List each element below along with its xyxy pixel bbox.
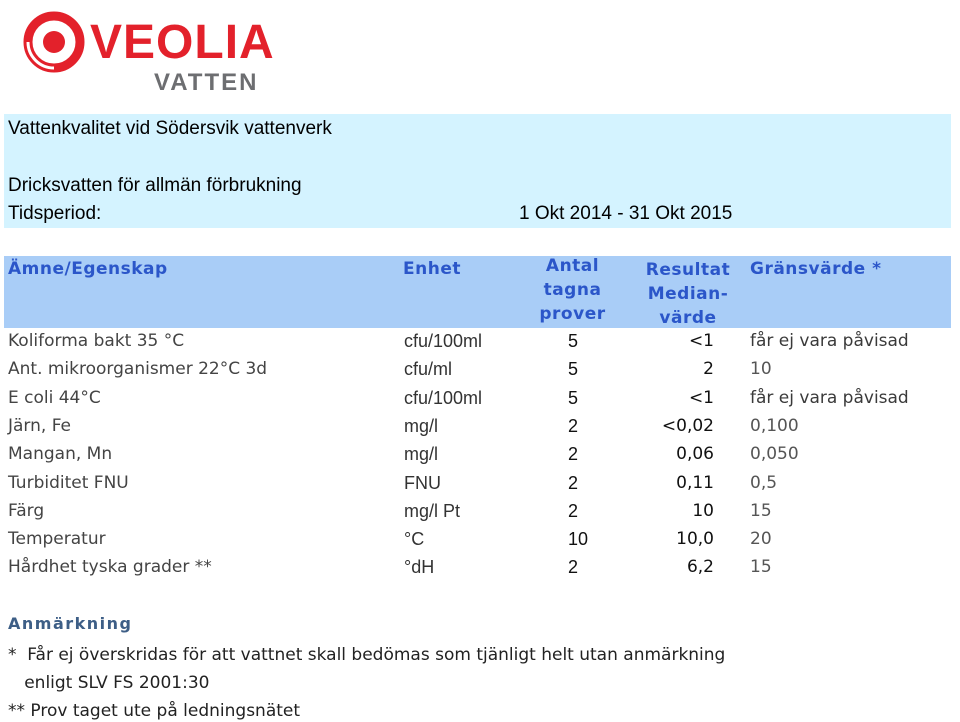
page-subtitle: Dricksvatten för allmän förbrukning bbox=[8, 175, 302, 196]
cell-unit: °C bbox=[404, 529, 425, 550]
cell-unit: mg/l bbox=[404, 444, 439, 465]
cell-count: 2 bbox=[568, 444, 579, 465]
cell-unit: mg/l bbox=[404, 415, 439, 436]
table-row bbox=[0, 331, 960, 359]
svg-text:VEOLIA: VEOLIA bbox=[90, 16, 275, 69]
table-row bbox=[0, 359, 960, 387]
col-header-result-l3: värde bbox=[659, 308, 717, 328]
cell-name: Järn, Fe bbox=[8, 415, 72, 436]
cell-unit: FNU bbox=[404, 472, 441, 493]
cell-limit: får ej vara påvisad bbox=[750, 387, 909, 408]
cell-result: 10 bbox=[692, 500, 714, 521]
cell-name: Koliforma bakt 35 °C bbox=[8, 331, 185, 351]
col-header-count-l1: Antal bbox=[545, 256, 600, 276]
cell-name: Mangan, Mn bbox=[8, 444, 113, 465]
note-line-3: ** Prov taget ute på ledningsnätet bbox=[8, 701, 301, 721]
veolia-logo bbox=[14, 6, 314, 96]
cell-name: E coli 44°C bbox=[8, 387, 101, 408]
cell-count: 10 bbox=[568, 529, 589, 550]
col-header-count bbox=[525, 254, 620, 326]
page-title: Vattenkvalitet vid Södersvik vattenverk bbox=[8, 118, 332, 139]
col-header-unit: Enhet bbox=[403, 259, 461, 279]
table-row bbox=[0, 388, 960, 416]
table-row bbox=[0, 416, 960, 444]
table-row bbox=[0, 557, 960, 585]
table-row bbox=[0, 529, 960, 557]
cell-count: 5 bbox=[568, 359, 579, 380]
col-header-name: Ämne/Egenskap bbox=[8, 259, 168, 279]
cell-limit: 10 bbox=[750, 359, 772, 380]
cell-name: Ant. mikroorganismer 22°C 3d bbox=[8, 359, 268, 380]
cell-unit: cfu/ml bbox=[404, 359, 453, 380]
table-row bbox=[0, 444, 960, 472]
col-header-result-l1: Resultat bbox=[645, 260, 731, 280]
col-header-result-l2: Median- bbox=[647, 284, 729, 304]
cell-name: Temperatur bbox=[8, 529, 106, 550]
cell-unit: °dH bbox=[404, 557, 435, 578]
cell-limit: får ej vara påvisad bbox=[750, 331, 909, 351]
period-value: 1 Okt 2014 - 31 Okt 2015 bbox=[519, 203, 733, 224]
cell-count: 2 bbox=[568, 415, 579, 436]
cell-count: 2 bbox=[568, 500, 579, 521]
cell-result: 0,11 bbox=[676, 472, 714, 493]
col-header-count-l2: tagna bbox=[543, 280, 602, 300]
cell-name: Färg bbox=[8, 500, 45, 521]
cell-count: 5 bbox=[568, 331, 579, 351]
period-label: Tidsperiod: bbox=[8, 203, 102, 224]
col-header-count-l3: prover bbox=[539, 304, 606, 324]
cell-limit: 0,5 bbox=[750, 472, 778, 493]
svg-text:VATTEN: VATTEN bbox=[154, 69, 259, 96]
cell-result: 10,0 bbox=[676, 529, 714, 550]
cell-count: 2 bbox=[568, 557, 579, 578]
cell-result: 2 bbox=[703, 359, 714, 380]
cell-result: 6,2 bbox=[686, 557, 714, 578]
note-line-1: * Får ej överskridas för att vattnet skall bedömas som tjänligt helt utan anmärkning bbox=[8, 645, 726, 665]
cell-count: 2 bbox=[568, 472, 579, 493]
cell-result: 0,06 bbox=[676, 444, 714, 465]
cell-limit: 15 bbox=[750, 500, 772, 521]
cell-limit: 0,100 bbox=[750, 415, 799, 436]
col-header-result bbox=[638, 258, 738, 330]
cell-unit: cfu/100ml bbox=[404, 331, 483, 351]
cell-count: 5 bbox=[568, 387, 579, 408]
col-header-limit: Gränsvärde * bbox=[750, 259, 882, 279]
cell-result: <0,02 bbox=[661, 415, 714, 436]
veolia-logo-mark bbox=[14, 6, 314, 96]
table-row bbox=[0, 501, 960, 529]
cell-name: Turbiditet FNU bbox=[8, 472, 129, 493]
notes-heading: Anmärkning bbox=[8, 614, 133, 633]
cell-unit: cfu/100ml bbox=[404, 387, 483, 408]
table-row bbox=[0, 473, 960, 501]
cell-name: Hårdhet tyska grader ** bbox=[8, 557, 212, 578]
cell-limit: 15 bbox=[750, 557, 772, 578]
cell-limit: 0,050 bbox=[750, 444, 799, 465]
cell-result: <1 bbox=[688, 387, 714, 408]
cell-unit: mg/l Pt bbox=[404, 500, 461, 521]
note-line-2: enligt SLV FS 2001:30 bbox=[8, 673, 210, 693]
cell-limit: 20 bbox=[750, 529, 772, 550]
cell-result: <1 bbox=[688, 331, 714, 351]
